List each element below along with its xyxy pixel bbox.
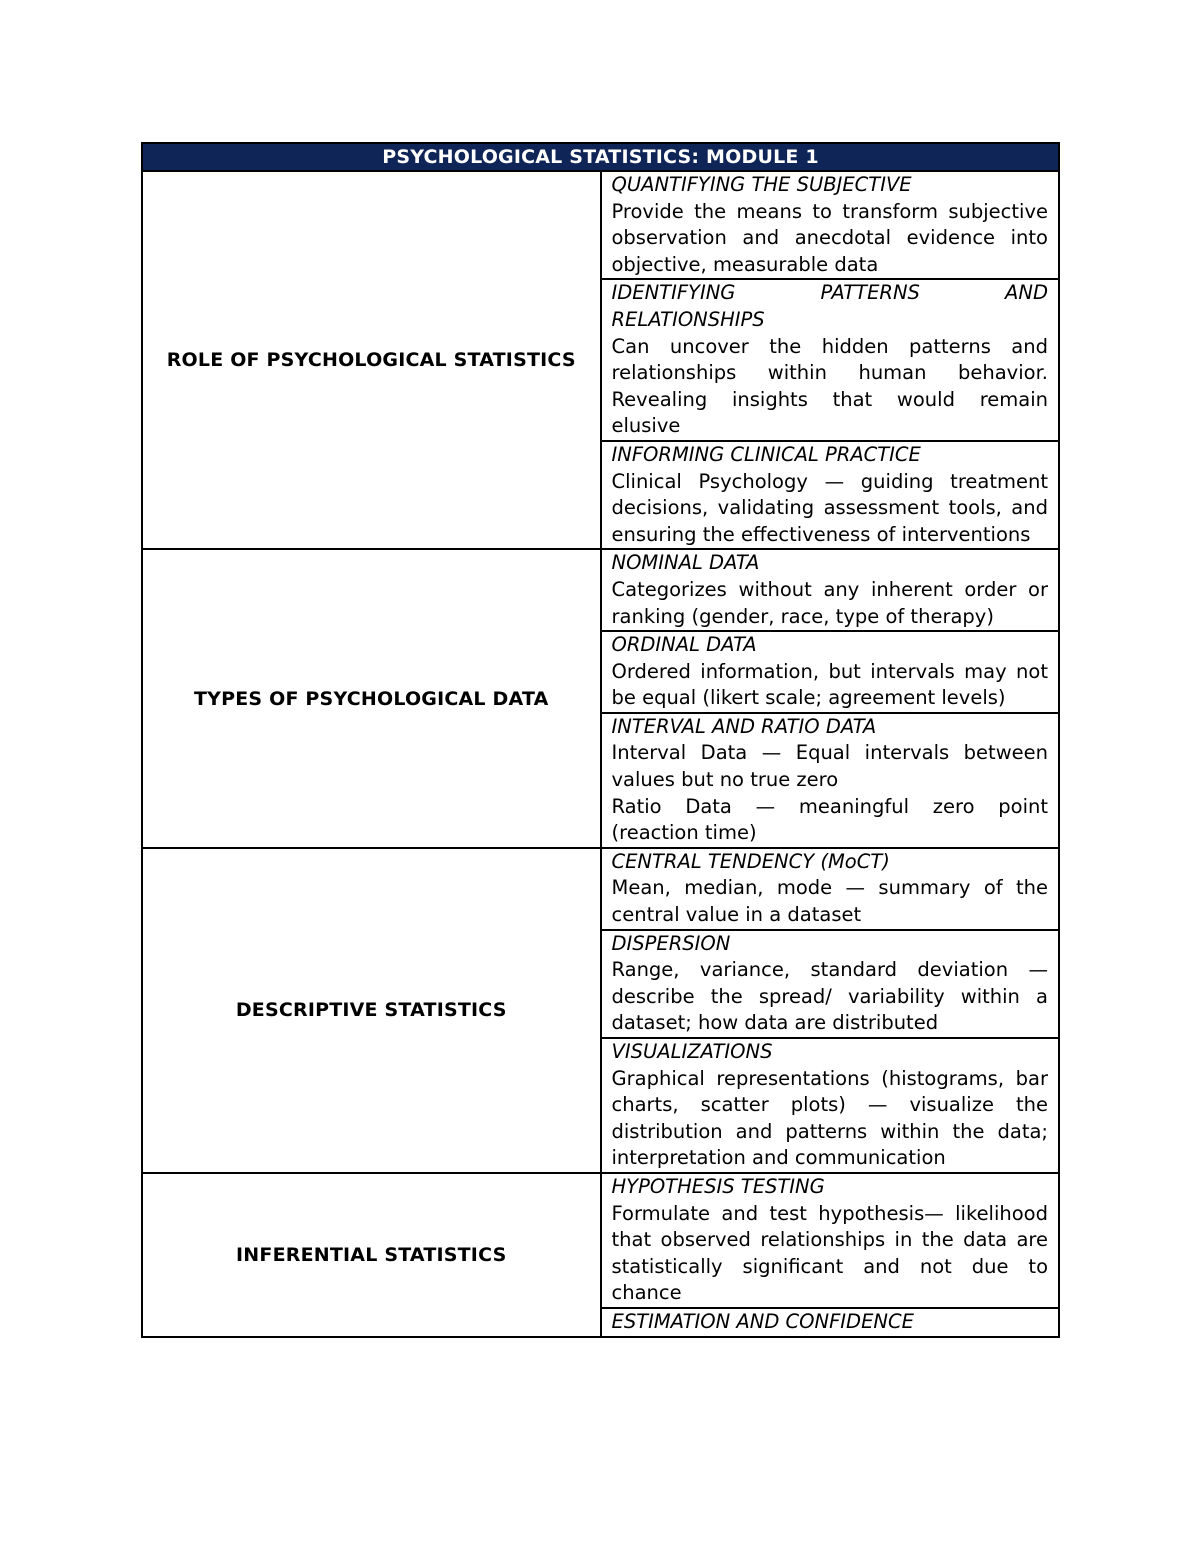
item-description: Categorizes without any inherent order or ranking (gender, race, type of therapy) [611,577,1048,628]
item-description: Can uncover the hidden patterns and relationships within human behavior. Revealing insights that would remain elusive [611,334,1048,438]
item-estimation [602,1309,1059,1336]
item-title: DISPERSION [611,931,731,955]
item-interval-ratio [602,714,1059,847]
item-description: Ordered information, but intervals may not be equal (likert scale; agreement levels) [611,659,1048,710]
item-central-tendency [602,849,1059,931]
item-description: Interval Data — Equal intervals between values but no true zero [611,741,1048,792]
section-row-types [142,549,1059,848]
item-title: HYPOTHESIS TESTING [611,1174,825,1198]
category-cell: DESCRIPTIVE STATISTICS [142,848,601,1173]
item-description: Formulate and test hypothesis— likelihood that observed relationships in the data are statistically significant and not due to chance [611,1201,1048,1305]
table-title: PSYCHOLOGICAL STATISTICS: MODULE 1 [142,143,1059,171]
items-cell [601,171,1060,549]
item-title: INFORMING CLINICAL PRACTICE [611,442,921,466]
item-title: NOMINAL DATA [611,551,760,575]
item-title: IDENTIFYING PATTERNS AND RELATIONSHIPS [611,281,1048,331]
item-description: Ratio Data — meaningful zero point (reaction time) [611,794,1048,845]
item-nominal [602,550,1059,632]
item-ordinal [602,632,1059,714]
section-row-descriptive [142,848,1059,1173]
item-title: VISUALIZATIONS [611,1040,773,1063]
items-cell [601,848,1060,1173]
item-hypothesis-testing [602,1174,1059,1309]
item-informing [602,442,1059,548]
item-description: Range, variance, standard deviation — describe the spread/ variability within a dataset; how data are distributed [611,958,1048,1035]
item-description: Provide the means to transform subjective observation and anecdotal evidence into objective, measurable data [611,199,1048,276]
module-table [141,142,1060,1338]
item-title: QUANTIFYING THE SUBJECTIVE [611,173,912,196]
item-title: ORDINAL DATA [611,633,757,657]
item-description: Clinical Psychology — guiding treatment decisions, validating assessment tools, and ensuring the effectiveness of interventions [611,469,1048,546]
item-title: CENTRAL TENDENCY (MoCT) [611,849,890,873]
item-dispersion [602,931,1059,1039]
header-row [142,143,1059,171]
section-row-inferential [142,1173,1059,1337]
item-title: ESTIMATION AND CONFIDENCE [611,1309,914,1333]
item-identifying [602,280,1059,442]
items-cell [601,549,1060,848]
section-row-role [142,171,1059,549]
item-title: INTERVAL AND RATIO DATA [611,714,877,738]
item-description: Mean, median, mode — summary of the central value in a dataset [611,876,1048,927]
item-visualizations [602,1039,1059,1172]
item-description: Graphical representations (histograms, bar charts, scatter plots) — visualize the distribution and patterns within the data; interpretation and communication [611,1066,1048,1170]
category-cell: TYPES OF PSYCHOLOGICAL DATA [142,549,601,848]
category-cell: ROLE OF PSYCHOLOGICAL STATISTICS [142,171,601,549]
items-cell [601,1173,1060,1337]
category-cell: INFERENTIAL STATISTICS [142,1173,601,1337]
item-quantifying [602,172,1059,280]
